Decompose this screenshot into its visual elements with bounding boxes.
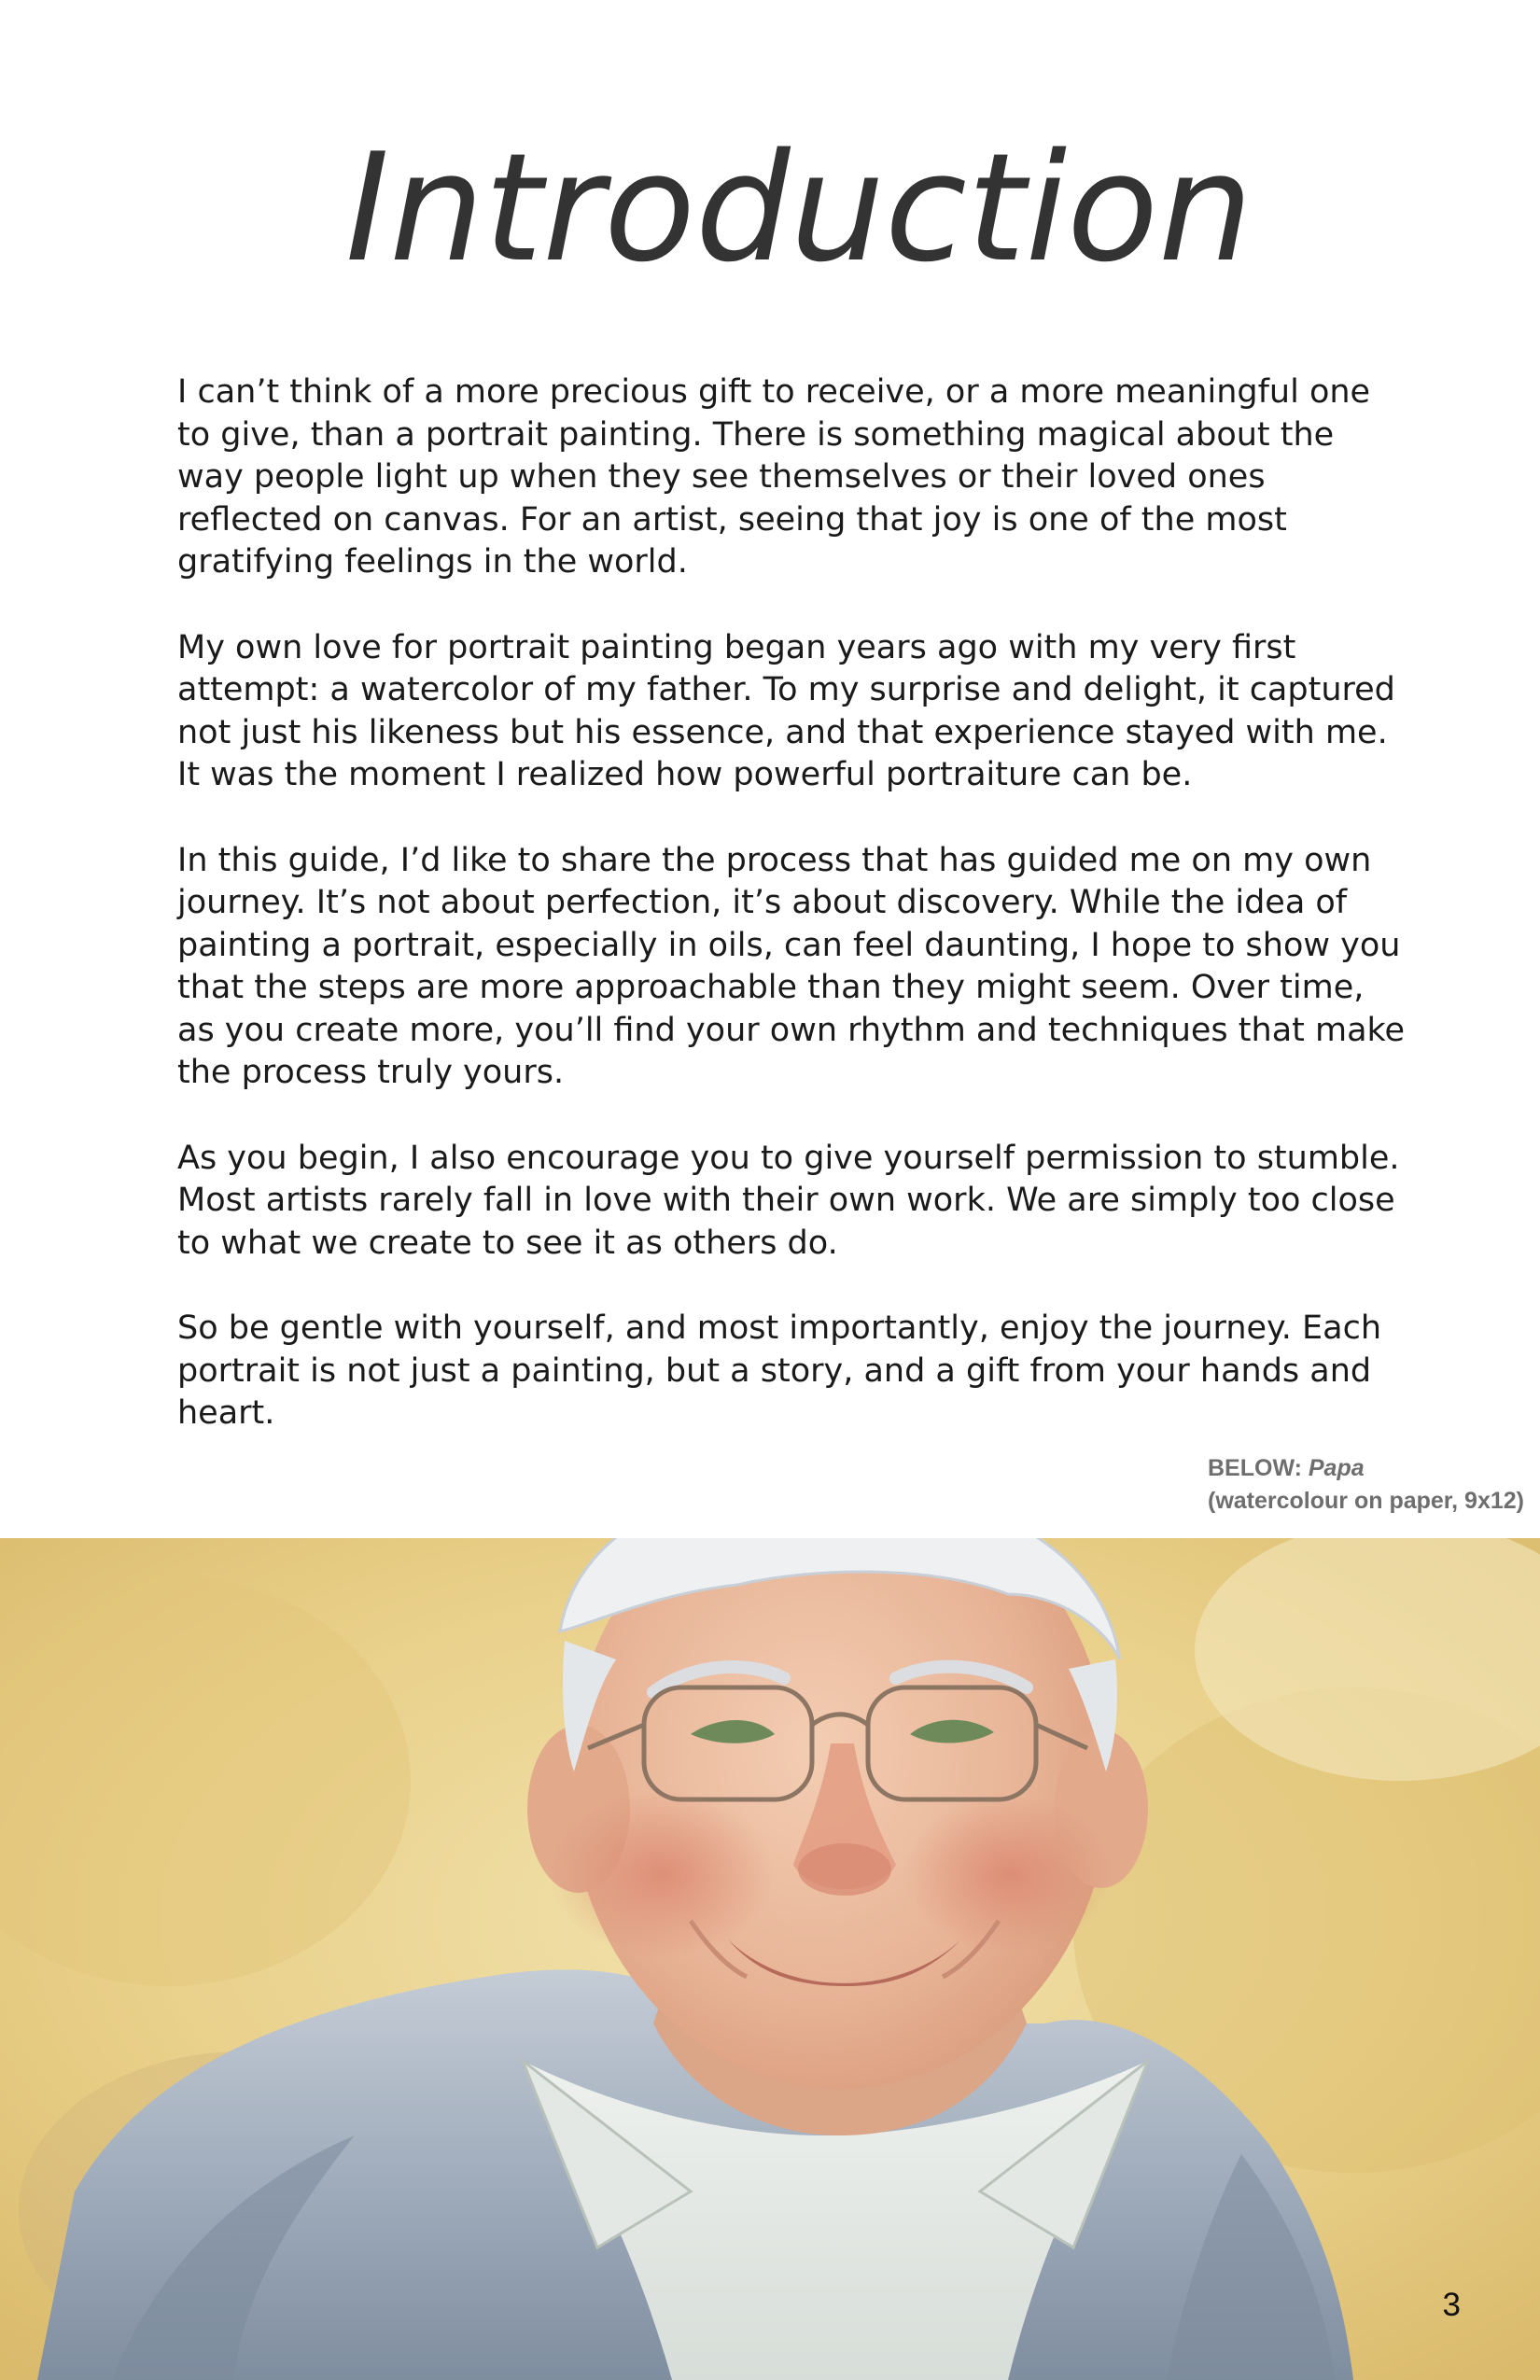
paragraph-1: I can’t think of a more precious gift to receive, or a more meaningful one to give, than a portrait painting. There is something magical about the way people light up when they see themselves or their loved ones reflected on canvas. For an artist, seeing that joy is one of the most gratifying feelings in the world. <box>177 373 1371 581</box>
watercolor-portrait <box>0 1538 1540 2380</box>
cheek-right <box>905 1795 1111 1953</box>
caption-work-title: Papa <box>1308 1455 1365 1481</box>
cheek-left <box>551 1790 775 1958</box>
caption-label: BELOW: <box>1208 1455 1302 1481</box>
page-title: Introduction <box>345 120 1253 295</box>
caption-details: (watercolour on paper, 9x12) <box>1208 1488 1524 1514</box>
page-number: 3 <box>1442 2287 1461 2323</box>
paragraph-2: My own love for portrait painting began years ago with my very first attempt: a watercolor of my father. To my surprise and delight, it captured not just his likeness but his essence, and that experience stayed with me. It was the moment I realized how powerful portraiture can be. <box>177 628 1395 793</box>
paragraph-5: So be gentle with yourself, and most importantly, enjoy the journey. Each portrait is not just a painting, but a story, and a gift from your hands and heart. <box>177 1309 1382 1432</box>
nose-tip <box>798 1843 891 1896</box>
caption-line-1 <box>1208 1452 1524 1485</box>
portrait-illustration <box>0 1538 1540 2380</box>
paragraph-4: As you begin, I also encourage you to give yourself permission to stumble. Most artists rarely fall in love with their own work. We are simply too close to what we create to see it as others do. <box>177 1139 1400 1262</box>
intro-body <box>177 371 1409 1478</box>
paragraph-3: In this guide, I’d like to share the process that has guided me on my own journey. It’s not about perfection, it’s about discovery. While the idea of painting a portrait, especially in oils, can feel daunting, I hope to show you that the steps are more approachable than they might seem. Over time, as you create more, you’ll find your own rhythm and techniques that make the process truly yours. <box>177 841 1406 1091</box>
painting-caption <box>1208 1452 1524 1518</box>
